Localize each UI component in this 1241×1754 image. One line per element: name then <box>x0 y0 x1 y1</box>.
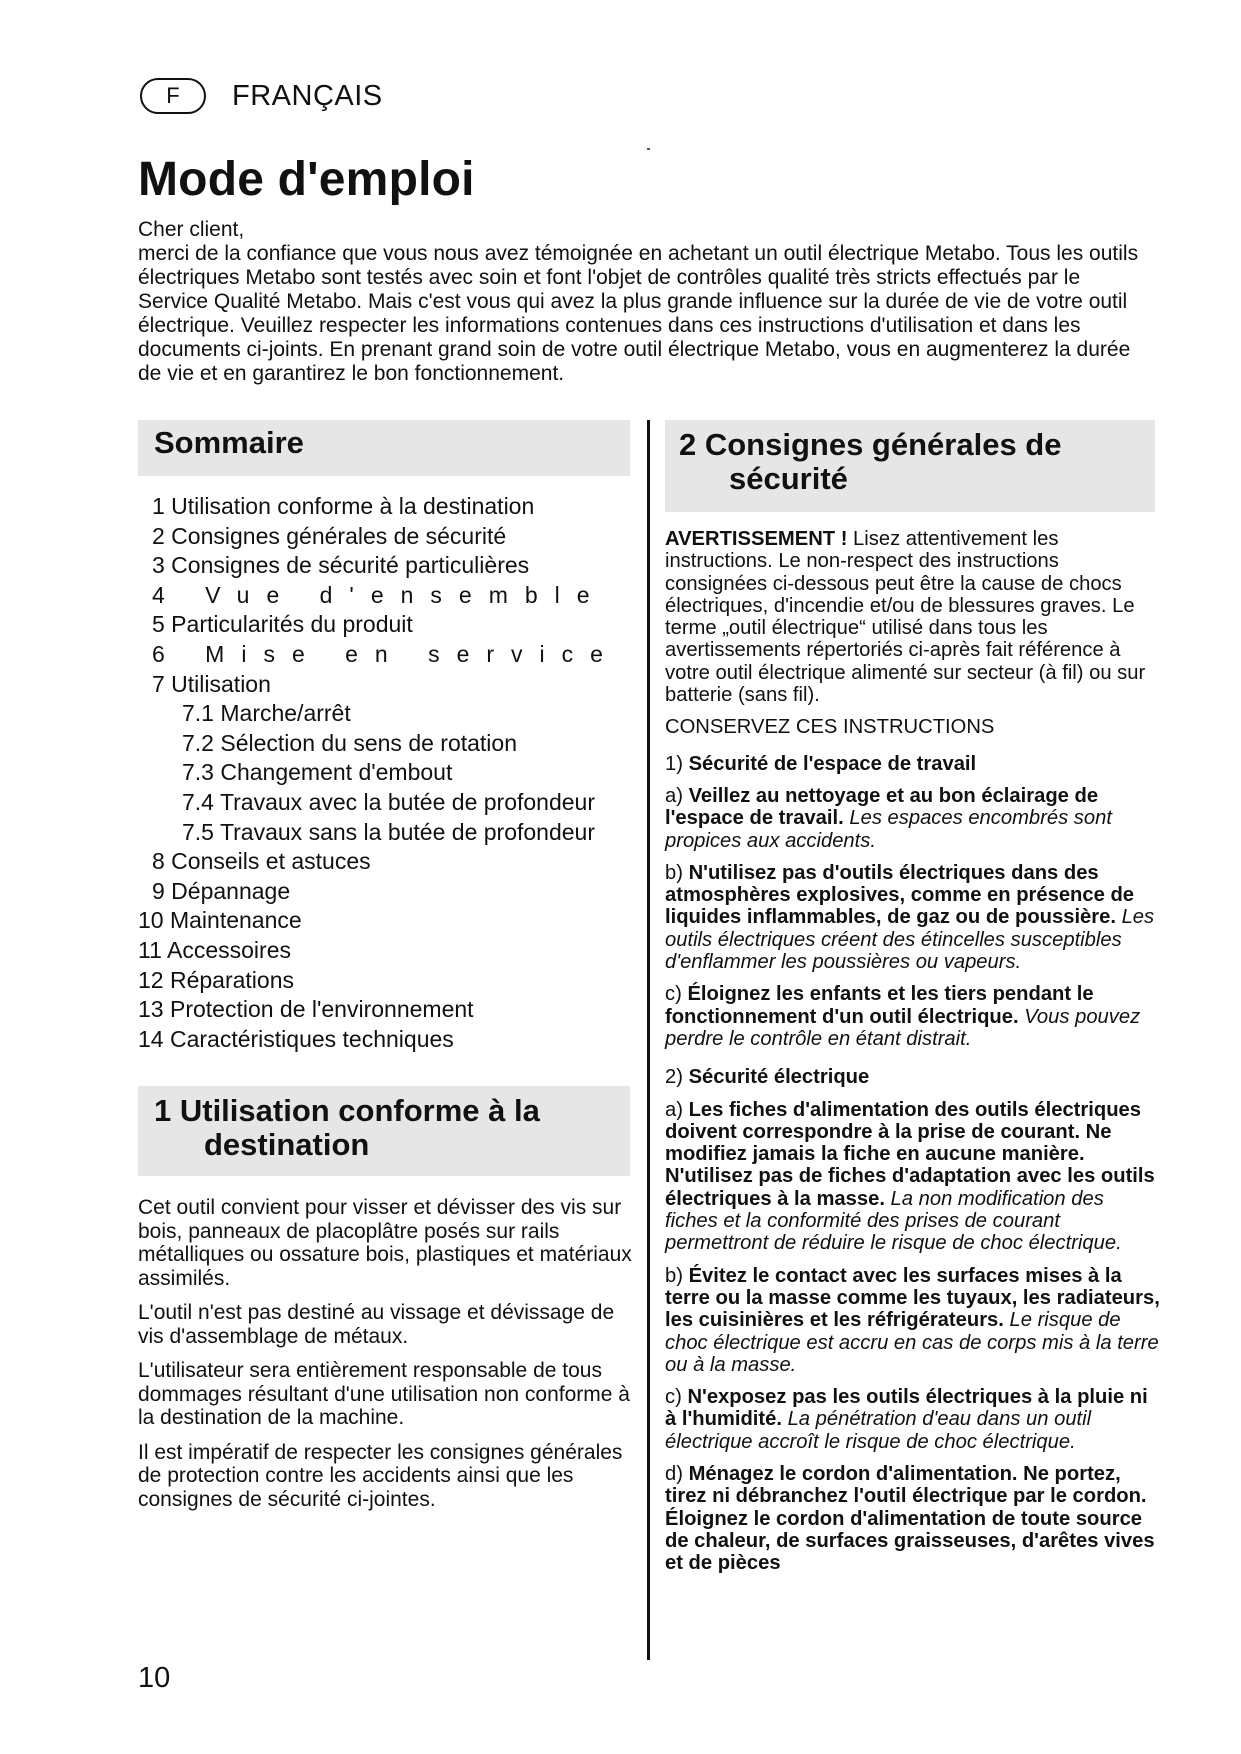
rule-label: b) <box>665 861 689 884</box>
section1-paragraph: L'outil n'est pas destiné au vissage et dévissage de vis d'assemblage de métaux. <box>138 1301 615 1348</box>
intro <box>138 218 1148 386</box>
table-of-contents <box>138 492 620 1054</box>
subsection-title: Sécurité électrique <box>688 1066 870 1089</box>
section1-heading-line2: destination <box>204 1127 370 1162</box>
section1-heading-box <box>138 1086 630 1176</box>
toc-item[interactable]: 6 Mise en service <box>152 640 620 667</box>
rule-label: d) <box>665 1462 689 1485</box>
rule-italic: La non modification des fiches et la conformité des prises de courant permettront de réduire le risque de choc électrique. <box>665 1187 1122 1255</box>
toc-item[interactable]: 12 Réparations <box>138 966 294 993</box>
toc-heading-box <box>138 420 630 476</box>
rule-c1 <box>665 983 1160 1050</box>
rule-label: c) <box>665 983 688 1006</box>
rule-d2 <box>665 1463 1160 1574</box>
warning-label: AVERTISSEMENT ! <box>665 528 848 550</box>
section2-heading-box <box>665 420 1155 512</box>
rule-bold: Ménagez le cordon d'alimentation. Ne portez, tirez ni débranchez l'outil électrique par le cordon. Éloignez le cordon d'alimentation de toute source de chaleur, de surfaces graisseuses, d'arêtes vives et de pièces <box>665 1462 1155 1575</box>
section1-paragraph: Cet outil convient pour visser et dévisser des vis sur bois, panneaux de placoplâtre posés sur rails métalliques ou ossature bois, plastiques et matériaux assimilés. <box>138 1196 632 1290</box>
toc-subitem[interactable]: 7.3 Changement d'embout <box>182 759 453 786</box>
rule-bold: Évitez le contact avec les surfaces mises à la terre ou la masse comme les tuyaux, les radiateurs, les cuisinières et les réfrigérateurs. <box>665 1264 1160 1332</box>
toc-heading: Sommaire <box>154 425 304 460</box>
rule-a1 <box>665 785 1160 852</box>
section1-paragraph: Il est impératif de respecter les consignes générales de protection contre les accidents ainsi que les consignes de sécurité ci-jointes. <box>138 1440 623 1511</box>
language-code-badge: F <box>140 78 206 114</box>
section2-heading-line2: sécurité <box>729 461 848 496</box>
intro-greeting: Cher client, <box>138 218 245 241</box>
toc-subitem[interactable]: 7.2 Sélection du sens de rotation <box>182 729 518 756</box>
language-name: FRANÇAIS <box>232 79 383 112</box>
rule-label: a) <box>665 784 689 807</box>
toc-item[interactable]: 8 Conseils et astuces <box>152 848 371 875</box>
scan-speck <box>647 148 650 150</box>
toc-item[interactable]: 9 Dépannage <box>152 877 291 904</box>
rule-bold: N'exposez pas les outils électriques à la pluie ni à l'humidité. <box>665 1386 1148 1431</box>
column-divider <box>647 420 650 1660</box>
toc-subitem[interactable]: 7.1 Marche/arrêt <box>182 700 351 727</box>
rule-label: c) <box>665 1386 688 1409</box>
toc-subitem[interactable]: 7.4 Travaux avec la butée de profondeur <box>182 788 596 815</box>
section1-paragraph: L'utilisateur sera entièrement responsable de tous dommages résultant d'une utilisation non conforme à la destination de la machine. <box>138 1359 630 1429</box>
rule-bold: Veillez au nettoyage et au bon éclairage de l'espace de travail. <box>665 784 1099 830</box>
toc-item[interactable]: 11 Accessoires <box>138 936 291 963</box>
section2-heading-line1: 2 Consignes générales de <box>679 427 1062 462</box>
rule-italic: Les espaces encombrés sont propices aux accidents. <box>665 807 1112 852</box>
rule-italic: Les outils électriques créent des étincelles susceptibles d'enflammer les poussières ou vapeurs. <box>665 906 1155 974</box>
toc-item[interactable]: 1 Utilisation conforme à la destination <box>152 493 535 519</box>
subsection-electrical <box>665 1066 1160 1088</box>
section2-body <box>665 528 1160 1584</box>
toc-item[interactable]: 3 Consignes de sécurité particulières <box>152 552 530 579</box>
toc-item[interactable]: 10 Maintenance <box>138 907 302 934</box>
rule-label: b) <box>665 1264 689 1287</box>
page-title: Mode d'emploi <box>138 153 475 206</box>
section1-heading-line1: 1 Utilisation conforme à la <box>154 1093 540 1128</box>
subsection-work-area <box>665 753 1160 775</box>
rule-label: a) <box>665 1098 689 1121</box>
subsection-title: Sécurité de l'espace de travail <box>688 752 977 775</box>
language-header <box>140 76 383 116</box>
rule-bold: N'utilisez pas d'outils électriques dans des atmosphères explosives, comme en présence de liquides inflammables, de gaz ou de poussière. <box>665 861 1135 929</box>
subsection-number: 1) <box>665 752 689 775</box>
rule-bold: Les fiches d'alimentation des outils électriques doivent correspondre à la prise de courant. Ne modifiez jamais la fiche en aucune manière. N'utilisez pas de fiches d'adaptation avec les outils électriques à la masse. <box>665 1098 1155 1210</box>
rule-italic: La pénétration d'eau dans un outil électrique accroît le risque de choc électrique. <box>665 1408 1092 1453</box>
section1-body <box>138 1196 638 1522</box>
toc-item[interactable]: 5 Particularités du produit <box>152 611 413 638</box>
toc-item[interactable]: 13 Protection de l'environnement <box>138 996 474 1023</box>
intro-text: merci de la confiance que vous nous avez témoignée en achetant un outil électrique Metabo. Tous les outils électriques Metabo sont testés avec soin et font l'objet de contrôles qualité très stricts effectués par le Service Qualité Metabo. Mais c'est vous qui avez la plus grande influence sur la durée de vie de votre outil électrique. Veuillez respecter les informations contenues dans ces instructions d'utilisation et dans les documents ci-joints. En prenant grand soin de votre outil électrique Metabo, vous en augmenterez la durée de vie et en garantirez le bon fonctionnement. <box>138 242 1139 385</box>
rule-b2 <box>665 1265 1160 1376</box>
warning-text: Lisez attentivement les instructions. Le non-respect des instructions consignées ci-dessous peut être la cause de chocs électriques, d'incendie et/ou de blessures graves. Le terme „outil électrique“ utilisé dans tous les avertissements répertoriés ci-après fait référence à votre outil électrique alimenté sur secteur (à fil) ou sur batterie (sans fil). <box>665 528 1146 707</box>
rule-b1 <box>665 862 1160 973</box>
toc-subitem[interactable]: 7.5 Travaux sans la butée de profondeur <box>182 818 596 845</box>
warning-paragraph <box>665 528 1160 706</box>
toc-item[interactable]: 4 Vue d'ensemble <box>152 581 607 608</box>
rule-italic: Vous pouvez perdre le contrôle en étant distrait. <box>665 1005 1141 1050</box>
keep-instructions: CONSERVEZ CES INSTRUCTIONS <box>665 716 995 739</box>
toc-item[interactable]: 2 Consignes générales de sécurité <box>152 522 507 549</box>
rule-a2 <box>665 1099 1160 1255</box>
rule-italic: Le risque de choc électrique est accru en cas de corps mis à la terre ou à la masse. <box>665 1309 1159 1376</box>
rule-c2 <box>665 1386 1160 1453</box>
subsection-number: 2) <box>665 1066 689 1089</box>
page-number: 10 <box>138 1662 171 1694</box>
toc-item[interactable]: 7 Utilisation <box>152 670 271 697</box>
toc-item[interactable]: 14 Caractéristiques techniques <box>138 1025 454 1052</box>
rule-bold: Éloignez les enfants et les tiers pendant le fonctionnement d'un outil électrique. <box>665 983 1094 1028</box>
